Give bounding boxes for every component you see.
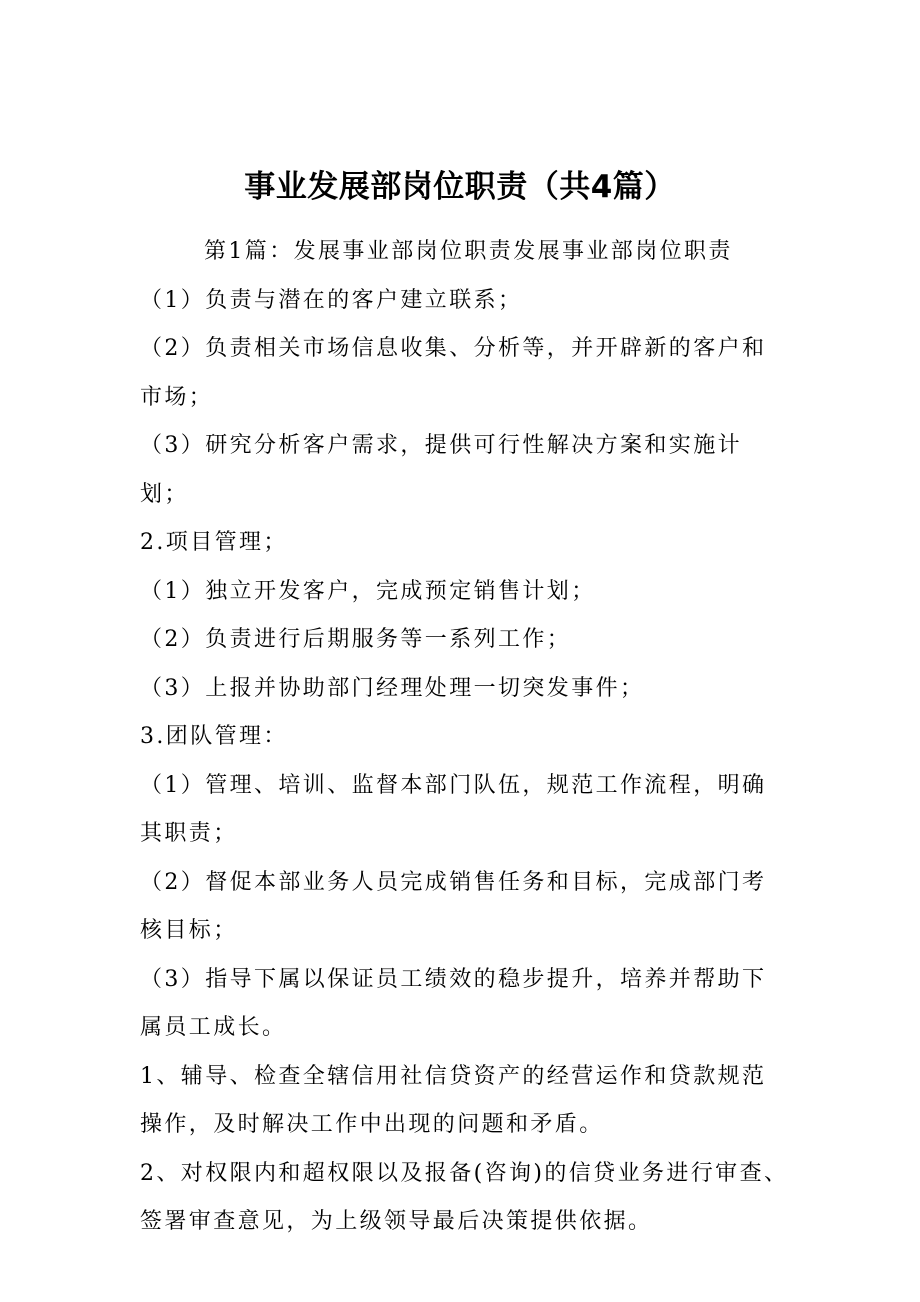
document-title: 事业发展部岗位职责（共4篇） — [244, 168, 676, 205]
document-body — [140, 228, 790, 1247]
paragraph: 2.项目管理； — [140, 530, 288, 555]
paragraph: （1）独立开发客户，完成预定销售计划； — [140, 578, 596, 604]
paragraph: 1、辅导、检查全辖信用社信贷资产的经营运作和贷款规范操作，及时解决工作中出现的问题和矛盾。 — [140, 1063, 767, 1137]
paragraph: 2、对权限内和超权限以及报备(咨询)的信贷业务进行审查、签署审查意见，为上级领导最后决策提供依据。 — [140, 1160, 789, 1234]
paragraph: （1）管理、培训、监督本部门队伍，规范工作流程，明确其职责； — [140, 772, 767, 846]
paragraph: （2）负责相关市场信息收集、分析等，并开辟新的客户和市场； — [140, 336, 767, 410]
paragraph: （3）上报并协助部门经理处理一切突发事件； — [140, 675, 645, 701]
paragraph: 3.团队管理： — [140, 724, 288, 749]
section-heading: 第1篇：发展事业部岗位职责发展事业部岗位职责 — [204, 239, 733, 264]
paragraph: （2）督促本部业务人员完成销售任务和目标，完成部门考核目标； — [140, 869, 767, 943]
paragraph: （3）指导下属以保证员工绩效的稳步提升，培养并帮助下属员工成长。 — [140, 966, 767, 1040]
paragraph: （1）负责与潜在的客户建立联系； — [140, 287, 523, 313]
paragraph: （2）负责进行后期服务等一系列工作； — [140, 627, 572, 652]
paragraph: （3）研究分析客户需求，提供可行性解决方案和实施计划； — [140, 433, 742, 507]
